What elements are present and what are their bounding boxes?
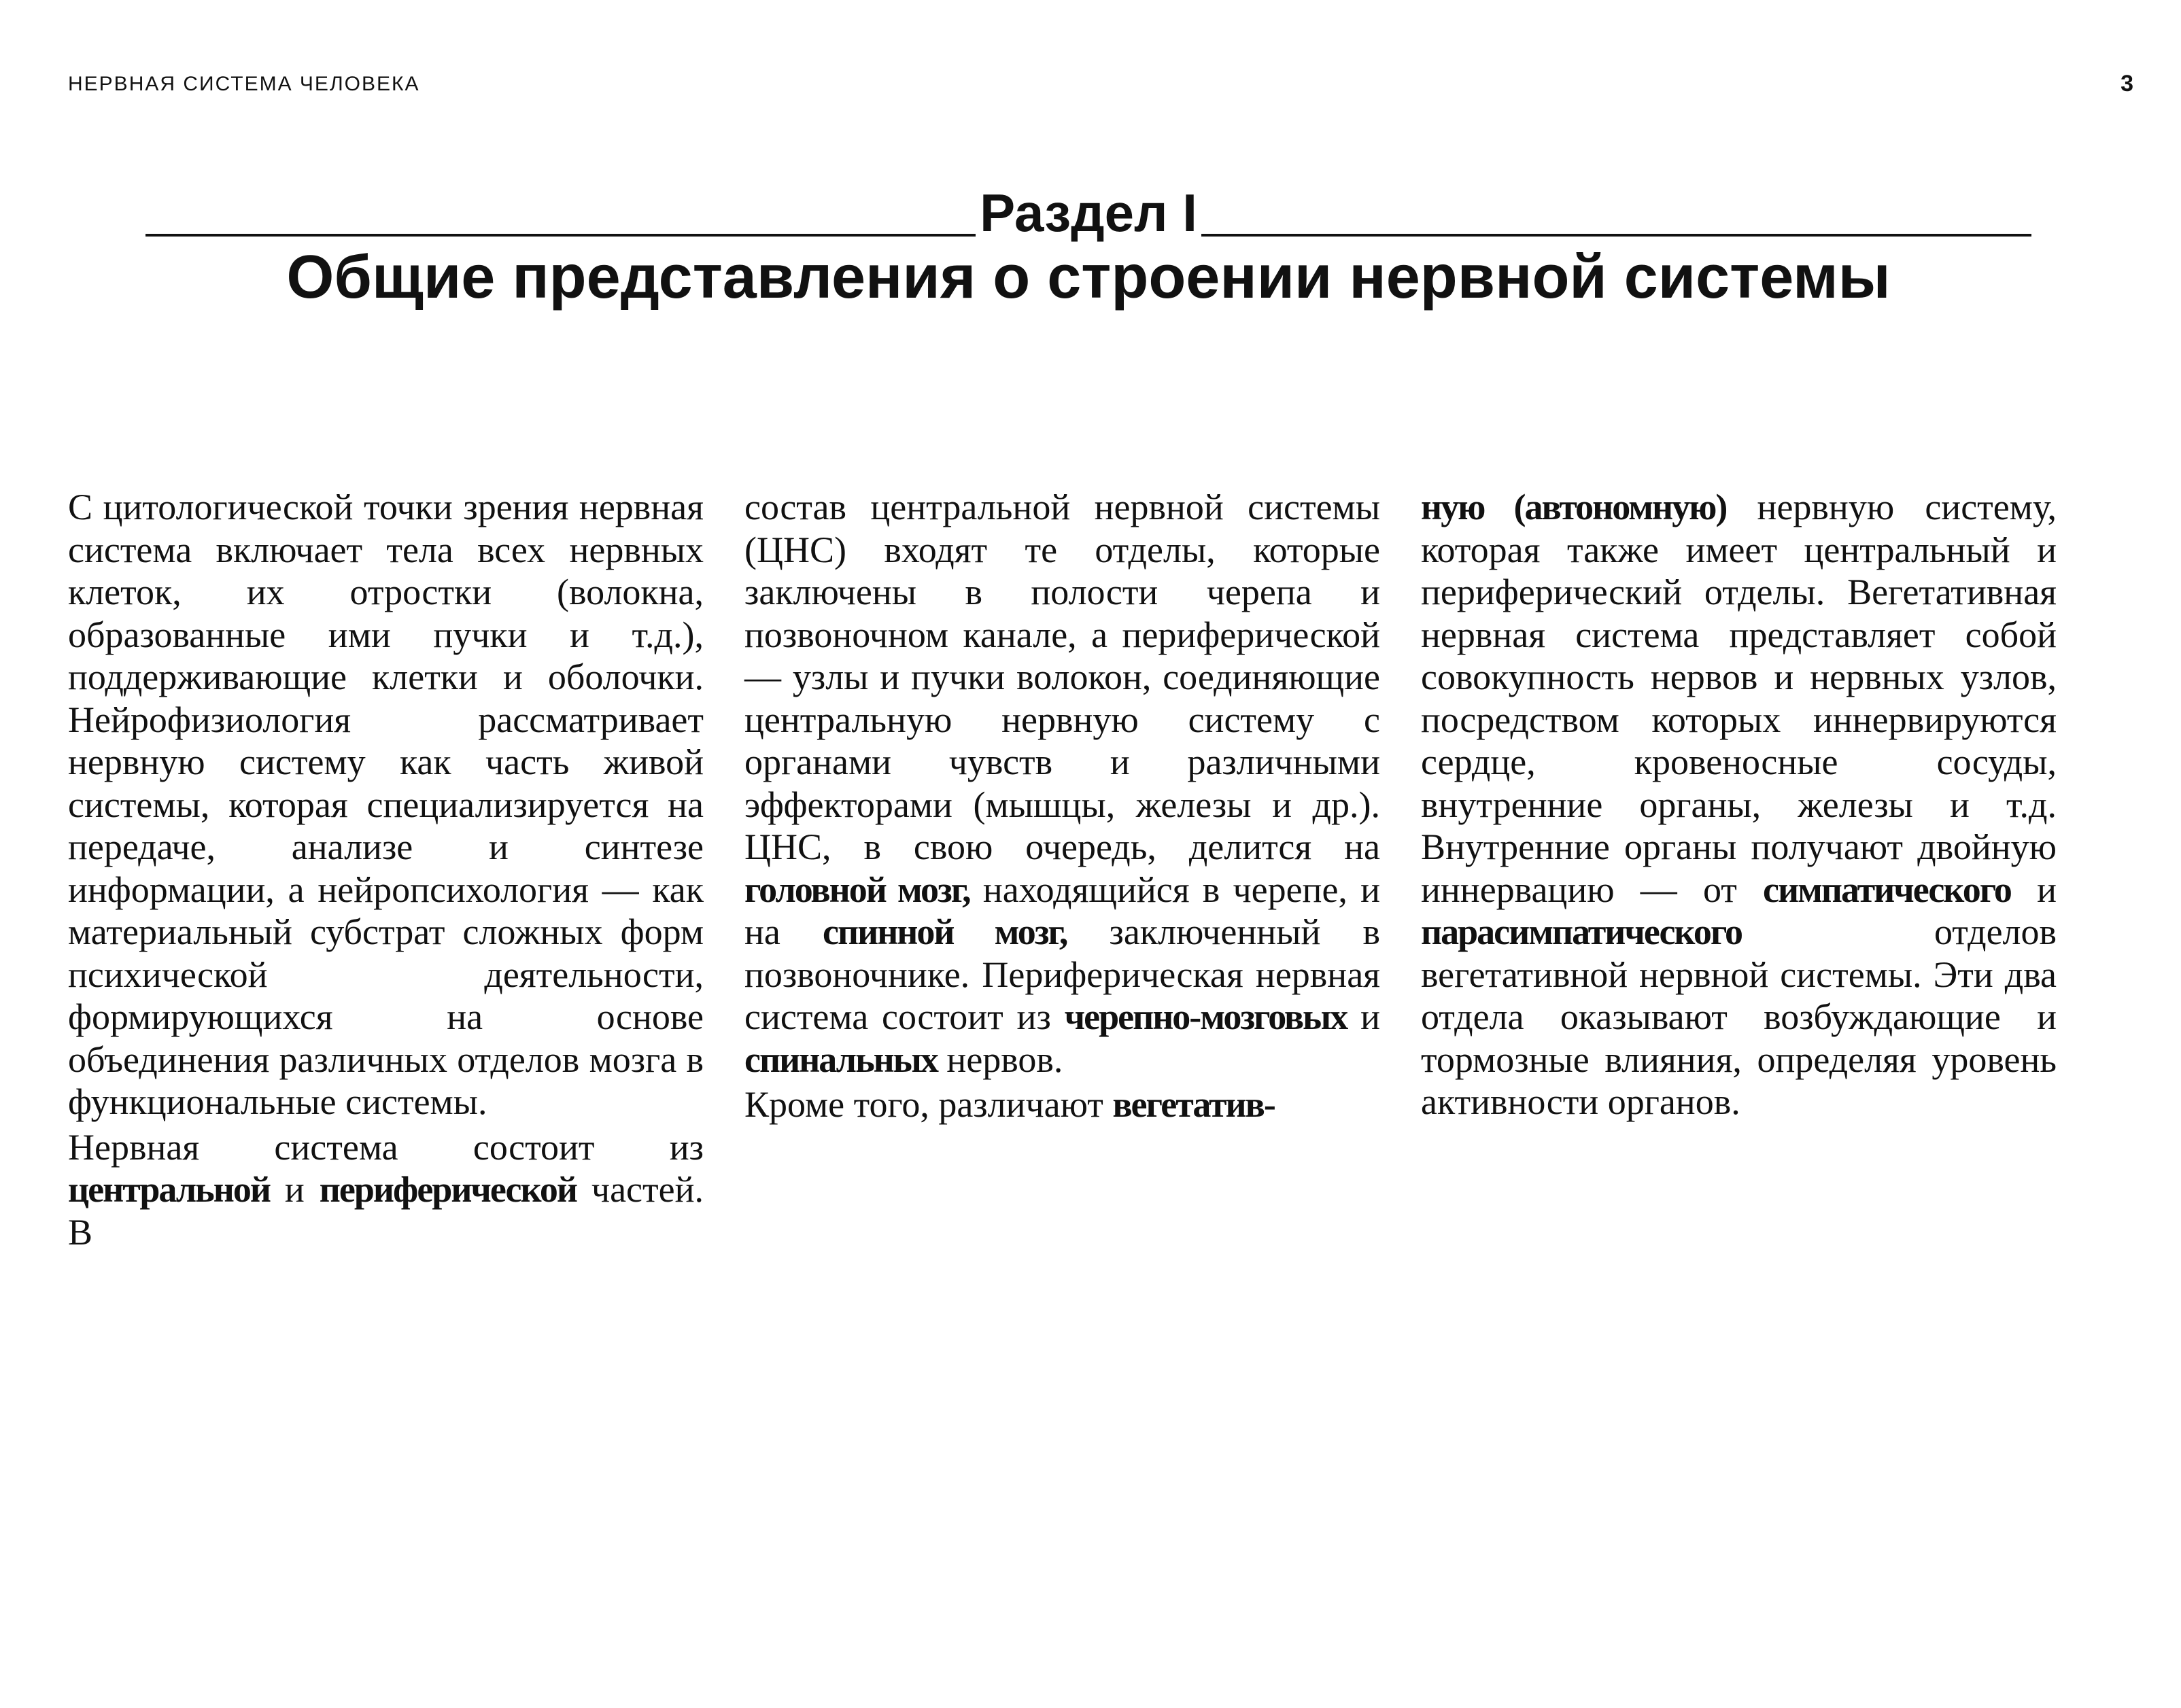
text-column-3 [1421,486,2057,1253]
paragraph [1421,486,2057,1123]
paragraph [68,486,704,1123]
text-run: Кроме того, различают [744,1084,1113,1125]
text-run: отделов вегетативной нервной системы. Эти два отдела оказывают возбуждающие и тормозные влияния, определяя уровень активности органов. [1421,911,2057,1122]
text-run: нервов. [937,1039,1063,1080]
term-parasympathetic: парасимпатического [1421,911,1742,952]
text-run: заключенный в позвоночнике. Периферическая нервная система состоит из [744,911,1380,1037]
heading-rule-left [145,234,976,237]
text-run: частей. В [68,1169,704,1253]
text-run: и [269,1169,320,1210]
page-number: 3 [2120,71,2133,97]
text-run: С цитологической точки зрения нервная система включает тела всех нервных клеток, их отростки (волокна, образованные ими пучки и т.д.), поддерживающие клетки и оболочки. Нейрофизиология рассматривает нервную систему как часть живой системы, которая специализируется на передаче, анализе и синтезе информации, а нейропсихология — как материальный субстрат сложных форм психической деятельности, формирующихся на основе объединения различных отделов мозга в функциональные системы. [68,487,704,1122]
paragraph [744,1083,1380,1126]
term-autonomic: ную (автономную) [1421,487,1727,527]
section-title: Общие представления о строении нервной системы [286,243,1891,311]
term-central: центральной [68,1169,270,1210]
text-run: и [1347,996,1380,1037]
term-spinal-cord: спинной мозг, [823,911,1067,952]
text-run: состав центральной нервной системы (ЦНС) входят те отделы, которые заключены в полости черепа и позвоночном канале, а периферической — узлы и пучки волокон, соединяющие центральную нервную систему с органами чувств и различными эффекторами (мышцы, железы и др.). ЦНС, в свою очередь, делится на [744,487,1380,867]
section-heading [145,178,2031,243]
term-cranial: черепно-мозговых [1064,996,1347,1037]
running-title: НЕРВНАЯ СИСТЕМА ЧЕЛОВЕКА [68,73,420,95]
term-sympathetic: симпатического [1763,869,2011,910]
text-run: нервную систему, которая также имеет центральный и периферический отделы. Вегетативная нервная система представляет собой совокупность нервов и нервных узлов, посредством которых иннервируются сердце, кровеносные сосуды, внутренние органы, железы и т.д. Внутренние органы получают двойную иннервацию — от [1421,487,2057,910]
text-run: и [2010,869,2057,910]
text-column-1 [68,486,704,1253]
section-label: Раздел I [980,183,1197,243]
term-vegetative: вегетатив- [1112,1084,1275,1125]
term-peripheral: периферической [319,1169,577,1210]
paragraph [744,486,1380,1081]
text-run: находящийся в черепе, и на [744,869,1380,952]
heading-rule-right [1201,234,2031,237]
text-run: Нервная система состоит из [68,1126,704,1168]
term-spinal-nerves: спинальных [744,1039,938,1080]
text-column-2 [744,486,1380,1253]
body-text [68,486,2057,1253]
paragraph [68,1126,704,1254]
term-brain: головной мозг, [744,869,970,910]
